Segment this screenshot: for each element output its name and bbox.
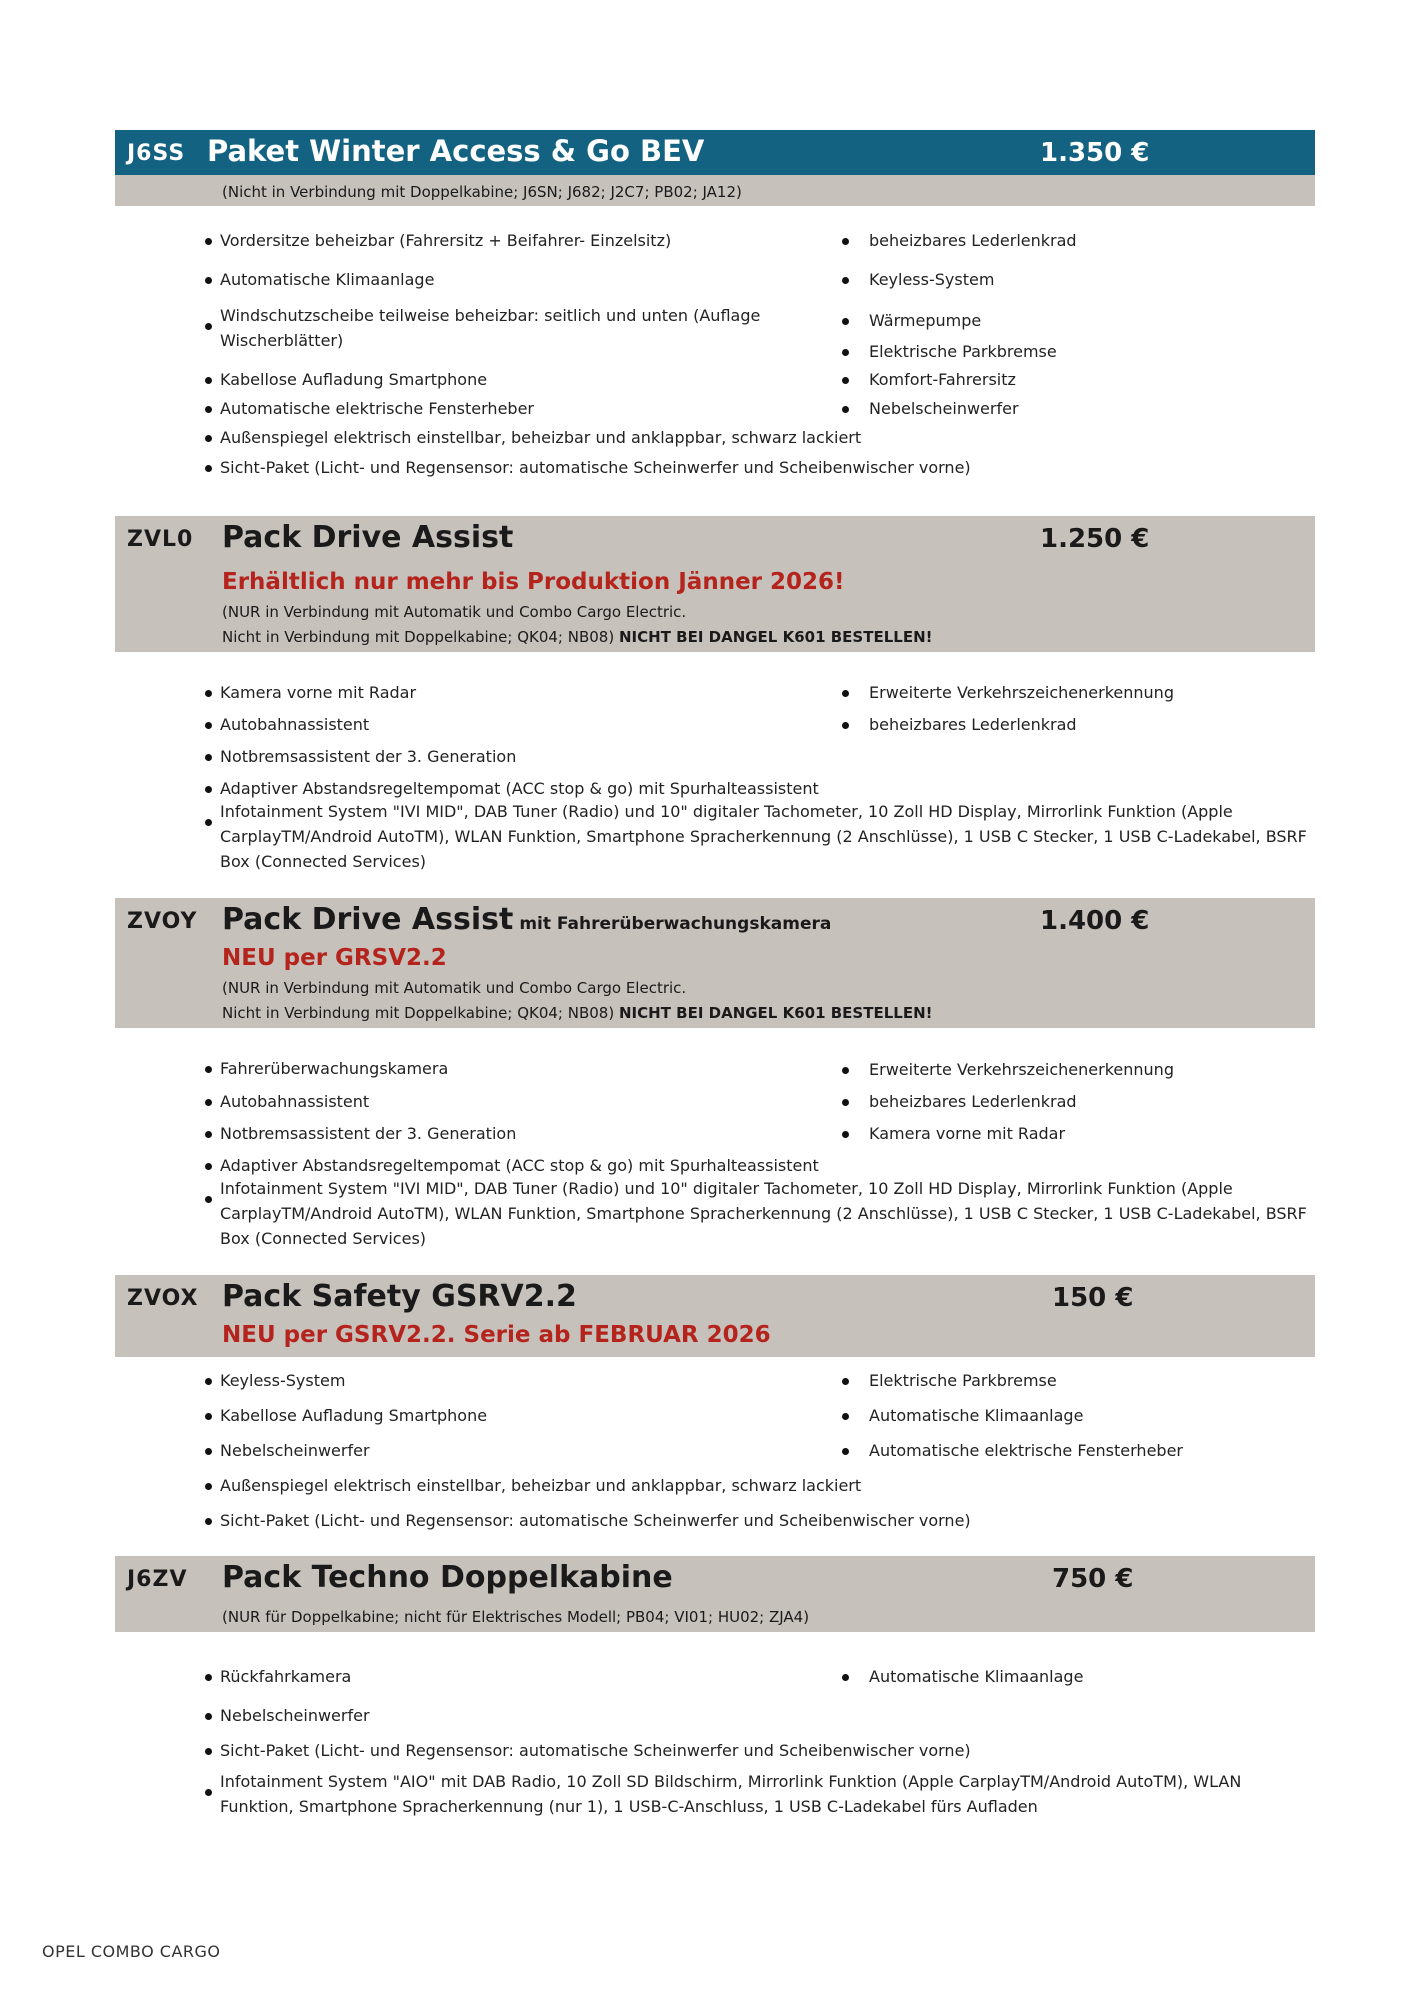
feature-item: Vordersitze beheizbar (Fahrersitz + Beifahrer- Einzelsitz) <box>205 228 671 253</box>
package-title: Pack Safety GSRV2.2 <box>222 1279 577 1314</box>
feature-item: Automatische elektrische Fensterheber <box>842 1438 1183 1463</box>
feature-item: beheizbares Lederlenkrad <box>842 712 1077 737</box>
feature-item: Außenspiegel elektrisch einstellbar, beheizbar und anklappbar, schwarz lackiert <box>205 425 861 450</box>
feature-item: Wärmepumpe <box>842 308 981 333</box>
feature-item: Notbremsassistent der 3. Generation <box>205 744 516 769</box>
package-note: (NUR in Verbindung mit Automatik und Combo Cargo Electric. <box>222 979 687 997</box>
package-code: J6ZV <box>127 1567 188 1592</box>
feature-item: Erweiterte Verkehrszeichenerkennung <box>842 680 1174 705</box>
package-header-j6zv <box>115 1556 1315 1632</box>
feature-item: Windschutzscheibe teilweise beheizbar: seitlich und unten (Auflage Wischerblätter) <box>205 303 800 353</box>
package-header-zvl0 <box>115 516 1315 652</box>
package-header-j6ss <box>115 130 1315 206</box>
package-note: (NUR in Verbindung mit Automatik und Combo Cargo Electric. <box>222 603 687 621</box>
package-note: (NUR für Doppelkabine; nicht für Elektrisches Modell; PB04; VI01; HU02; ZJA4) <box>222 1608 810 1626</box>
feature-item: Sicht-Paket (Licht- und Regensensor: automatische Scheinwerfer und Scheibenwischer vorne) <box>205 1738 971 1763</box>
feature-item: Infotainment System "AIO" mit DAB Radio, 10 Zoll SD Bildschirm, Mirrorlink Funktion (Apple CarplayTM/Android AutoTM), WLAN Funktion, Smartphone Spracherkennung (nur 1), 1 USB-C-Anschluss, 1 USB C-Ladekabel fürs Aufladen <box>205 1769 1315 1819</box>
package-price: 1.350 € <box>1040 138 1150 168</box>
feature-item: Sicht-Paket (Licht- und Regensensor: automatische Scheinwerfer und Scheibenwischer vorne) <box>205 1508 971 1533</box>
package-title: Paket Winter Access & Go BEV <box>207 134 705 168</box>
feature-item: Kamera vorne mit Radar <box>205 680 416 705</box>
availability-notice: NEU per GRSV2.2 <box>222 945 447 971</box>
package-code: ZVL0 <box>127 527 194 552</box>
package-note-text: Nicht in Verbindung mit Doppelkabine; QK04; NB08) <box>222 1004 615 1022</box>
feature-item: Kabellose Aufladung Smartphone <box>205 1403 487 1428</box>
availability-notice: Erhältlich nur mehr bis Produktion Jänner 2026! <box>222 569 845 595</box>
feature-item: Rückfahrkamera <box>205 1664 351 1689</box>
package-price: 150 € <box>1052 1283 1134 1313</box>
feature-item: Automatische elektrische Fensterheber <box>205 396 534 421</box>
document-footer: OPEL COMBO CARGO <box>42 1942 221 1961</box>
package-title: Pack Techno Doppelkabine <box>222 1560 673 1595</box>
feature-item: Kabellose Aufladung Smartphone <box>205 367 487 392</box>
package-title: Pack Drive Assist <box>222 520 514 555</box>
feature-item: Adaptiver Abstandsregeltempomat (ACC stop & go) mit Spurhalteassistent <box>205 1153 819 1178</box>
feature-item: Autobahnassistent <box>205 1089 369 1114</box>
feature-item: Fahrerüberwachungskamera <box>205 1056 448 1081</box>
feature-item: Komfort-Fahrersitz <box>842 367 1016 392</box>
package-note: (Nicht in Verbindung mit Doppelkabine; J6SN; J682; J2C7; PB02; JA12) <box>222 183 742 201</box>
package-code: J6SS <box>127 141 186 166</box>
package-note-text: Nicht in Verbindung mit Doppelkabine; QK04; NB08) <box>222 628 615 646</box>
feature-item: Elektrische Parkbremse <box>842 1368 1057 1393</box>
package-note-restriction <box>222 1004 932 1022</box>
feature-item: Außenspiegel elektrisch einstellbar, beheizbar und anklappbar, schwarz lackiert <box>205 1473 861 1498</box>
feature-item: Keyless-System <box>205 1368 345 1393</box>
feature-item: Kamera vorne mit Radar <box>842 1121 1065 1146</box>
package-code: ZVOY <box>127 909 198 934</box>
feature-item: Keyless-System <box>842 267 994 292</box>
feature-item: Infotainment System "IVI MID", DAB Tuner (Radio) und 10" digitaler Tachometer, 10 Zoll HD Display, Mirrorlink Funktion (Apple CarplayTM/Android AutoTM), WLAN Funktion, Smartphone Spracherkennung (2 Anschlüsse), 1 USB C Stecker, 1 USB C-Ladekabel, BSRF Box (Connected Services) <box>205 1176 1315 1251</box>
feature-item: beheizbares Lederlenkrad <box>842 228 1077 253</box>
package-title-bar <box>115 130 1315 175</box>
package-note-restriction <box>222 628 932 646</box>
package-title-main: Pack Drive Assist <box>222 902 514 937</box>
package-code: ZVOX <box>127 1286 199 1311</box>
package-price: 750 € <box>1052 1564 1134 1594</box>
package-price: 1.400 € <box>1040 906 1150 936</box>
package-header-zvoy <box>115 898 1315 1028</box>
feature-item: Automatische Klimaanlage <box>842 1403 1083 1428</box>
package-price: 1.250 € <box>1040 524 1150 554</box>
availability-notice: NEU per GSRV2.2. Serie ab FEBRUAR 2026 <box>222 1322 771 1348</box>
feature-item: Adaptiver Abstandsregeltempomat (ACC stop & go) mit Spurhalteassistent <box>205 776 819 801</box>
feature-item: Automatische Klimaanlage <box>205 267 434 292</box>
feature-item: Automatische Klimaanlage <box>842 1664 1083 1689</box>
feature-item: Sicht-Paket (Licht- und Regensensor: automatische Scheinwerfer und Scheibenwischer vorne) <box>205 455 971 480</box>
package-note-warning: NICHT BEI DANGEL K601 BESTELLEN! <box>619 1004 933 1022</box>
feature-item: Infotainment System "IVI MID", DAB Tuner (Radio) und 10" digitaler Tachometer, 10 Zoll HD Display, Mirrorlink Funktion (Apple CarplayTM/Android AutoTM), WLAN Funktion, Smartphone Spracherkennung (2 Anschlüsse), 1 USB C Stecker, 1 USB C-Ladekabel, BSRF Box (Connected Services) <box>205 799 1315 874</box>
feature-item: beheizbares Lederlenkrad <box>842 1089 1077 1114</box>
feature-item: Elektrische Parkbremse <box>842 339 1057 364</box>
feature-item: Nebelscheinwerfer <box>205 1438 370 1463</box>
feature-item: Erweiterte Verkehrszeichenerkennung <box>842 1057 1174 1082</box>
package-note-warning: NICHT BEI DANGEL K601 BESTELLEN! <box>619 628 933 646</box>
package-title-sub: mit Fahrerüberwachungskamera <box>519 914 832 934</box>
feature-item: Notbremsassistent der 3. Generation <box>205 1121 516 1146</box>
feature-item: Nebelscheinwerfer <box>842 396 1019 421</box>
package-header-zvox <box>115 1275 1315 1357</box>
package-title <box>222 902 831 937</box>
feature-item: Nebelscheinwerfer <box>205 1703 370 1728</box>
feature-item: Autobahnassistent <box>205 712 369 737</box>
